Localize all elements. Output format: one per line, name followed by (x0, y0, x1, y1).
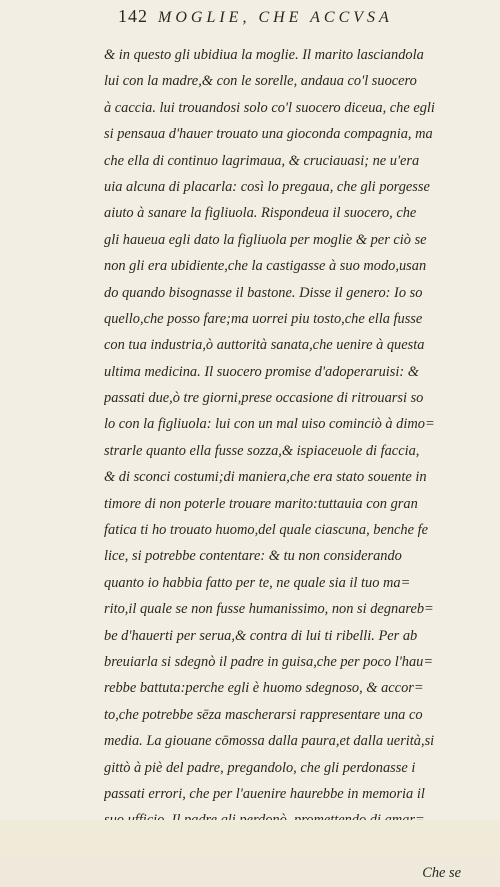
body-text (104, 42, 489, 887)
text-line: passati errori, che per l'auenire haurebbe in memoria il (104, 785, 425, 802)
text-line: à caccia. lui trouandosi solo co'l suocero diceua, che egli (104, 99, 435, 116)
page-header (118, 6, 458, 32)
text-line: strarle quanto ella fusse sozza,& ispiaceuole di faccia, (104, 442, 420, 459)
text-line: non gli era ubidiente,che la castigasse à suo modo,usan (104, 258, 427, 275)
text-line: quanto io habbia fatto per te, ne quale sia il tuo ma= (104, 574, 411, 591)
text-line: do quando bisognasse il bastone. Disse il genero: Io so (104, 284, 423, 301)
text-line: si pensaua d'hauer trouato una gioconda compagnia, ma (104, 126, 433, 143)
text-line: rebbe battuta:perche egli è huomo sdegnoso, & accor= (104, 680, 424, 697)
text-line: breuiarla si sdegnò il padre in guisa,che per poco l'hau= (104, 653, 434, 670)
text-line: rito,il quale se non fusse humanissimo, non si degnareb= (104, 601, 434, 618)
text-line: ultima medicina. Il suocero promise d'adoperaruisi: & (104, 363, 419, 380)
text-line: lui con la madre,& con le sorelle, andaua co'l suocero (104, 73, 417, 90)
text-line: uia alcuna di placarla: così lo pregaua, che gli porgesse (104, 178, 430, 195)
text-line: lice, si potrebbe contentare: & tu non considerando (104, 548, 402, 565)
text-line: lo con la figliuola: lui con un mal uiso cominciò à dimo= (104, 416, 435, 433)
running-title: MOGLIE, CHE ACCVSA (158, 9, 393, 26)
page-number: 142 (118, 6, 148, 26)
text-line: quello,che posso fare;ma uorrei piu tosto,che ella fusse (104, 310, 423, 327)
text-line: gli haueua egli dato la figliuola per moglie & per ciò se (104, 231, 427, 248)
text-line: con tua industria,ò auttorità sanata,che uenire à questa (104, 337, 425, 354)
text-line: & di sconci costumi;di maniera,che era stato souente in (104, 469, 427, 486)
text-line: timore di non poterle trouare marito:tuttauia con gran (104, 495, 418, 512)
text-line: fatica ti ho trouato huomo,del quale ciascuna, benche fe (104, 522, 428, 539)
text-line: aiuto à sanare la figliuola. Rispondeua il suocero, che (104, 205, 417, 222)
text-line: media. La giouane cōmossa dalla paura,et dalla uerità,si (104, 733, 435, 750)
text-line: gittò à piè del padre, pregandolo, che gli perdonasse i (104, 759, 416, 776)
text-line: passati due,ò tre giorni,prese occasione di ritrouarsi so (104, 390, 424, 407)
text-line: to,che potrebbe sēza mascherarsi rappresentare una co (104, 706, 423, 723)
text-line: che ella di continuo lagrimaua, & cruciauasi; ne u'era (104, 152, 420, 169)
text-line: & in questo gli ubidiua la moglie. Il marito lasciandola (104, 47, 424, 63)
text-line: be d'hauerti per serua,& contra di lui ti ribelli. Per ab (104, 627, 418, 644)
bottom-margin (0, 820, 500, 857)
catchword: Che se (422, 865, 461, 882)
